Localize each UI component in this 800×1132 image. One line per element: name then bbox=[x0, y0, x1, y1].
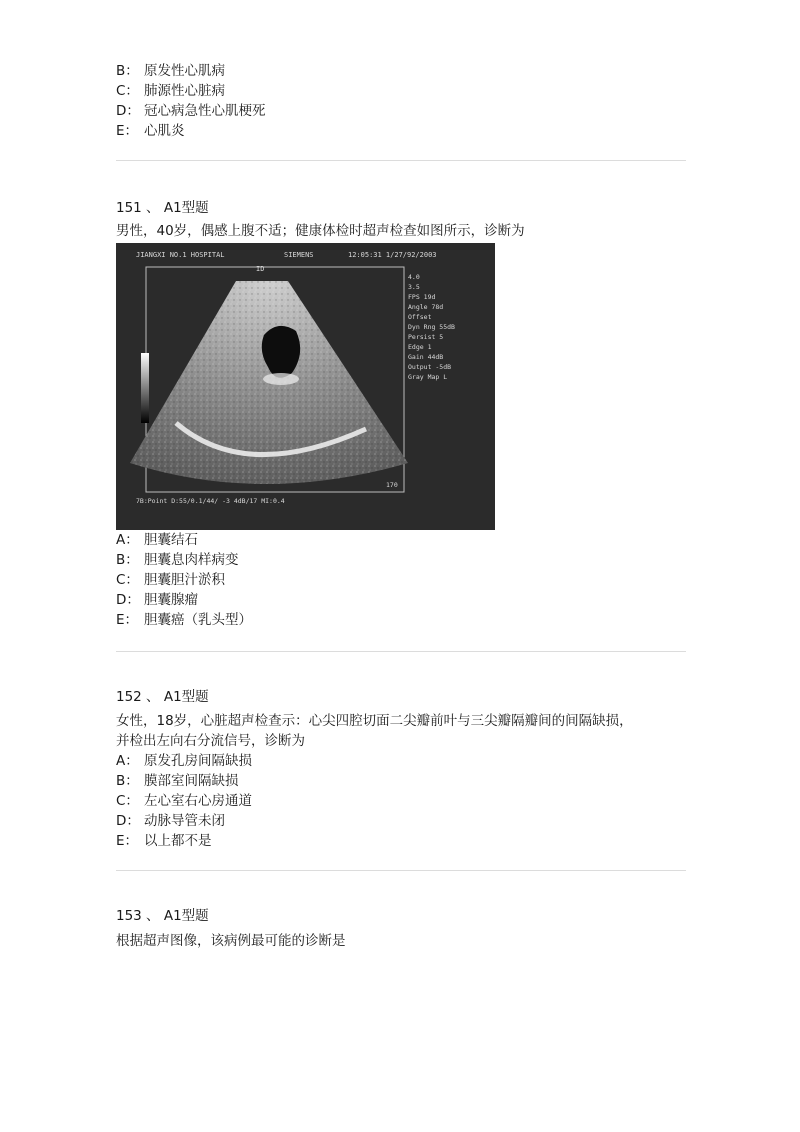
question-stem: 根据超声图像，该病例最可能的诊断是 bbox=[116, 933, 346, 949]
image-time: 12:05:31 1/27/92/2003 bbox=[348, 251, 437, 259]
image-readout: Edge 1 bbox=[408, 343, 432, 351]
option-c: C： 肺源性心脏病 bbox=[116, 83, 225, 99]
image-readout: Gain 44dB bbox=[408, 353, 444, 361]
question-number: 153 、 A1型题 bbox=[116, 908, 209, 924]
option-c: C： 胆囊胆汁淤积 bbox=[116, 572, 225, 588]
option-e: E： 胆囊癌（乳头型） bbox=[116, 612, 252, 628]
image-readout: Angle 78d bbox=[408, 303, 444, 311]
option-c: C： 左心室右心房通道 bbox=[116, 793, 252, 809]
option-e: E： 心肌炎 bbox=[116, 123, 185, 139]
option-b: B： 原发性心肌病 bbox=[116, 63, 225, 79]
option-a: A： 胆囊结石 bbox=[116, 532, 198, 548]
option-d: D： 冠心病急性心肌梗死 bbox=[116, 103, 266, 119]
question-stem-continued: 并检出左向右分流信号，诊断为 bbox=[116, 733, 305, 749]
option-a: A： 原发孔房间隔缺损 bbox=[116, 753, 252, 769]
question-stem: 女性，18岁，心脏超声检查示：心尖四腔切面二尖瓣前叶与三尖瓣隔瓣间的间隔缺损， bbox=[116, 713, 633, 729]
question-divider bbox=[116, 870, 686, 871]
question-divider bbox=[116, 160, 686, 161]
option-b: B： 胆囊息肉样病变 bbox=[116, 552, 239, 568]
image-readout: Dyn Rng 55dB bbox=[408, 323, 455, 331]
option-d: D： 动脉导管未闭 bbox=[116, 813, 225, 829]
image-readout: 4.0 bbox=[408, 273, 420, 281]
image-brand: SIEMENS bbox=[284, 251, 314, 259]
image-readout: Offset bbox=[408, 313, 432, 321]
image-readout: FPS 19d bbox=[408, 293, 436, 301]
option-d: D： 胆囊腺瘤 bbox=[116, 592, 198, 608]
question-number: 152 、 A1型题 bbox=[116, 689, 209, 705]
image-readout: Output -5dB bbox=[408, 363, 452, 371]
question-divider bbox=[116, 651, 686, 652]
image-depth: 170 bbox=[386, 481, 398, 489]
image-readout: Gray Map L bbox=[408, 373, 448, 381]
question-stem: 男性，40岁，偶感上腹不适；健康体检时超声检查如图所示，诊断为 bbox=[116, 223, 525, 239]
image-id: ID bbox=[256, 265, 265, 273]
ultrasound-image bbox=[116, 243, 495, 530]
image-readout: 3.5 bbox=[408, 283, 420, 291]
image-header: JIANGXI NO.1 HOSPITAL bbox=[136, 251, 225, 259]
option-e: E： 以上都不是 bbox=[116, 833, 212, 849]
option-b: B： 膜部室间隔缺损 bbox=[116, 773, 239, 789]
image-readout: Persist 5 bbox=[408, 333, 444, 341]
image-footer: 7B:Point D:55/0.1/44/ -3 4dB/17 MI:0.4 bbox=[136, 497, 285, 505]
question-number: 151 、 A1型题 bbox=[116, 200, 209, 216]
